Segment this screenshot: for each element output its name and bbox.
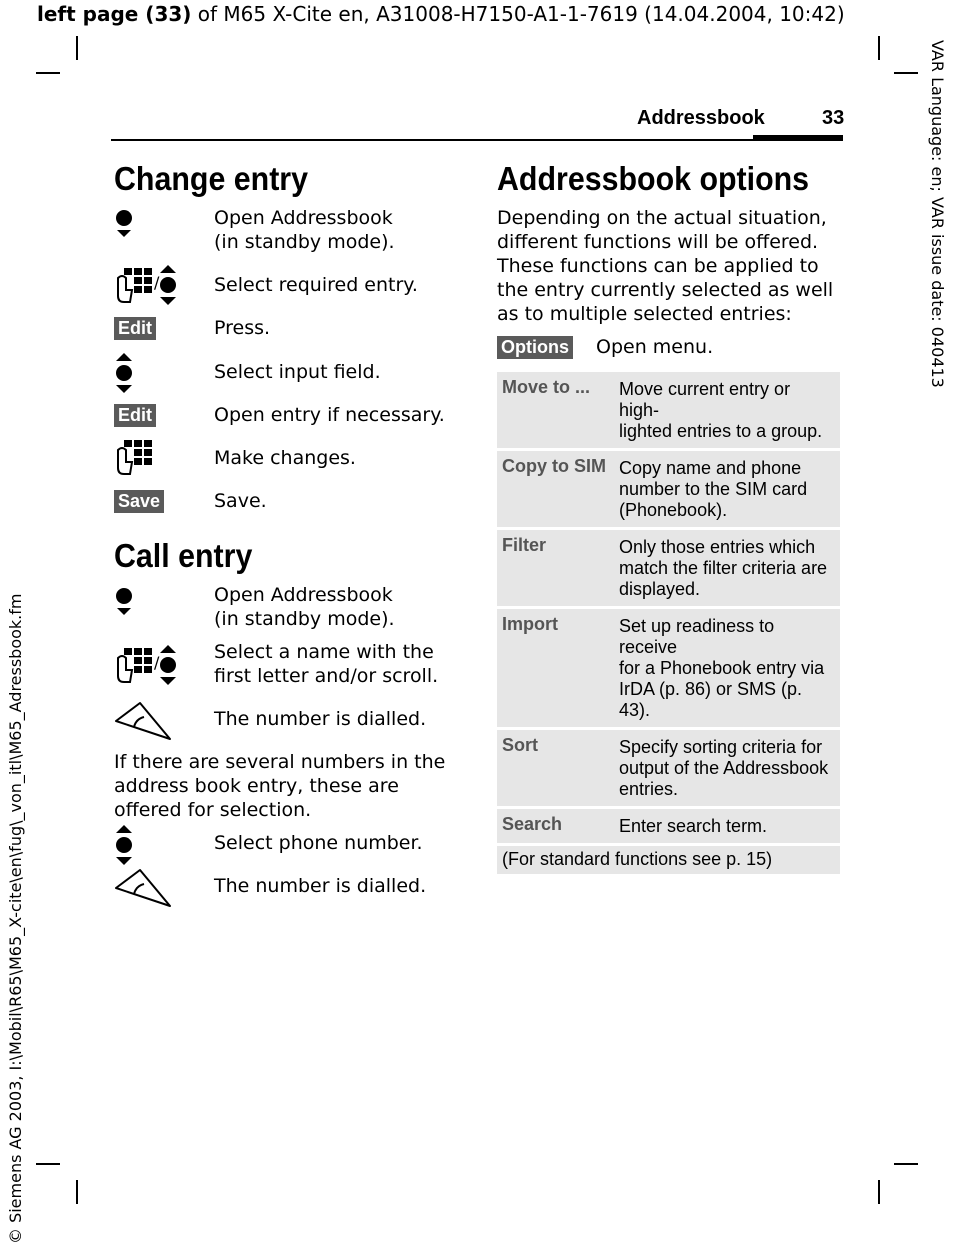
option-row <box>497 451 840 530</box>
step-text: Save. <box>214 490 267 512</box>
page-number: 33 <box>822 107 845 129</box>
option-description: Only those entries which match the filter criteria are displayed. <box>619 537 828 599</box>
option-name: Import <box>502 614 558 634</box>
edit-softkey: Edit <box>114 317 156 340</box>
header-rule-accent <box>753 135 843 141</box>
header-page-ref: left page (33) <box>37 2 192 26</box>
step-text: The number is dialled. <box>214 875 427 897</box>
option-description: Move current entry or high- lighted entries to a group. <box>619 379 823 441</box>
step-text: Open Addressbook (in standby mode). <box>214 584 395 630</box>
option-name: Sort <box>502 735 538 755</box>
call-entry-heading: Call entry <box>114 537 253 574</box>
option-name: Copy to SIM <box>502 456 606 476</box>
crop-mark <box>894 1163 918 1165</box>
change-entry-heading: Change entry <box>114 160 309 197</box>
step-text: Select phone number. <box>214 832 423 854</box>
options-table <box>497 372 840 874</box>
keypad-nav-icon <box>114 264 184 310</box>
option-name: Move to ... <box>502 377 591 397</box>
option-description: Copy name and phone number to the SIM card (Phonebook). <box>619 458 808 520</box>
header-rule <box>111 139 843 141</box>
options-heading: Addressbook options <box>497 160 810 197</box>
side-var-info: VAR Language: en; VAR issue date: 040413 <box>928 40 947 388</box>
option-row <box>497 609 840 730</box>
svg-text:/: / <box>154 273 160 292</box>
keypad-icon <box>114 438 158 480</box>
option-name: Search <box>502 814 563 834</box>
step-text: The number is dialled. <box>214 708 427 730</box>
side-file-path: © Siemens AG 2003, I:\Mobil\R65\M65_X-cite\en\fug\_von_itl\M65_Adressbook.fm <box>6 593 25 1244</box>
keypad-nav-icon <box>114 644 184 690</box>
options-footer: (For standard functions see p. 15) <box>497 846 840 874</box>
step-text: Make changes. <box>214 447 356 469</box>
step-text: Press. <box>214 317 271 339</box>
option-name: Filter <box>502 535 547 555</box>
crop-mark <box>894 72 918 74</box>
step-text: Open entry if necessary. <box>214 404 445 426</box>
option-row <box>497 372 840 451</box>
header-doc-ref: of M65 X-Cite en, A31008-H7150-A1-1-7619 (14.04.2004, 10:42) <box>197 2 845 26</box>
nav-key-icon <box>114 584 134 620</box>
options-softkey: Options <box>497 336 573 359</box>
option-row <box>497 530 840 609</box>
options-intro: Depending on the actual situation, different functions will be offered. These functions can be applied to the entry currently selected as well as to multiple selected entries: <box>497 207 834 325</box>
crop-mark <box>878 36 880 60</box>
step-text: Select input field. <box>214 361 381 383</box>
call-key-icon <box>114 868 172 912</box>
nav-key-icon <box>114 352 134 398</box>
option-row <box>497 730 840 809</box>
running-title: Addressbook <box>637 107 765 129</box>
nav-key-icon <box>114 824 134 870</box>
option-row <box>497 809 840 846</box>
option-description: Set up readiness to receive for a Phonebook entry via IrDA (p. 86) or SMS (p. 43). <box>619 616 825 720</box>
step-text: Select a name with the first letter and/or scroll. <box>214 641 439 687</box>
edit-softkey: Edit <box>114 404 156 427</box>
crop-mark <box>36 1163 60 1165</box>
step-text: Open menu. <box>596 336 714 358</box>
crop-mark <box>878 1180 880 1204</box>
option-description: Enter search term. <box>619 816 768 836</box>
nav-key-icon <box>114 206 134 242</box>
crop-mark <box>76 1180 78 1204</box>
crop-mark <box>36 72 60 74</box>
step-text: Open Addressbook (in standby mode). <box>214 207 395 253</box>
print-header <box>37 2 845 26</box>
call-entry-note: If there are several numbers in the address book entry, these are offered for selection. <box>114 751 446 821</box>
call-key-icon <box>114 701 172 745</box>
crop-mark <box>76 36 78 60</box>
step-text: Select required entry. <box>214 274 418 296</box>
option-description: Specify sorting criteria for output of the Addressbook entries. <box>619 737 829 799</box>
save-softkey: Save <box>114 490 164 513</box>
svg-text:/: / <box>154 653 160 672</box>
